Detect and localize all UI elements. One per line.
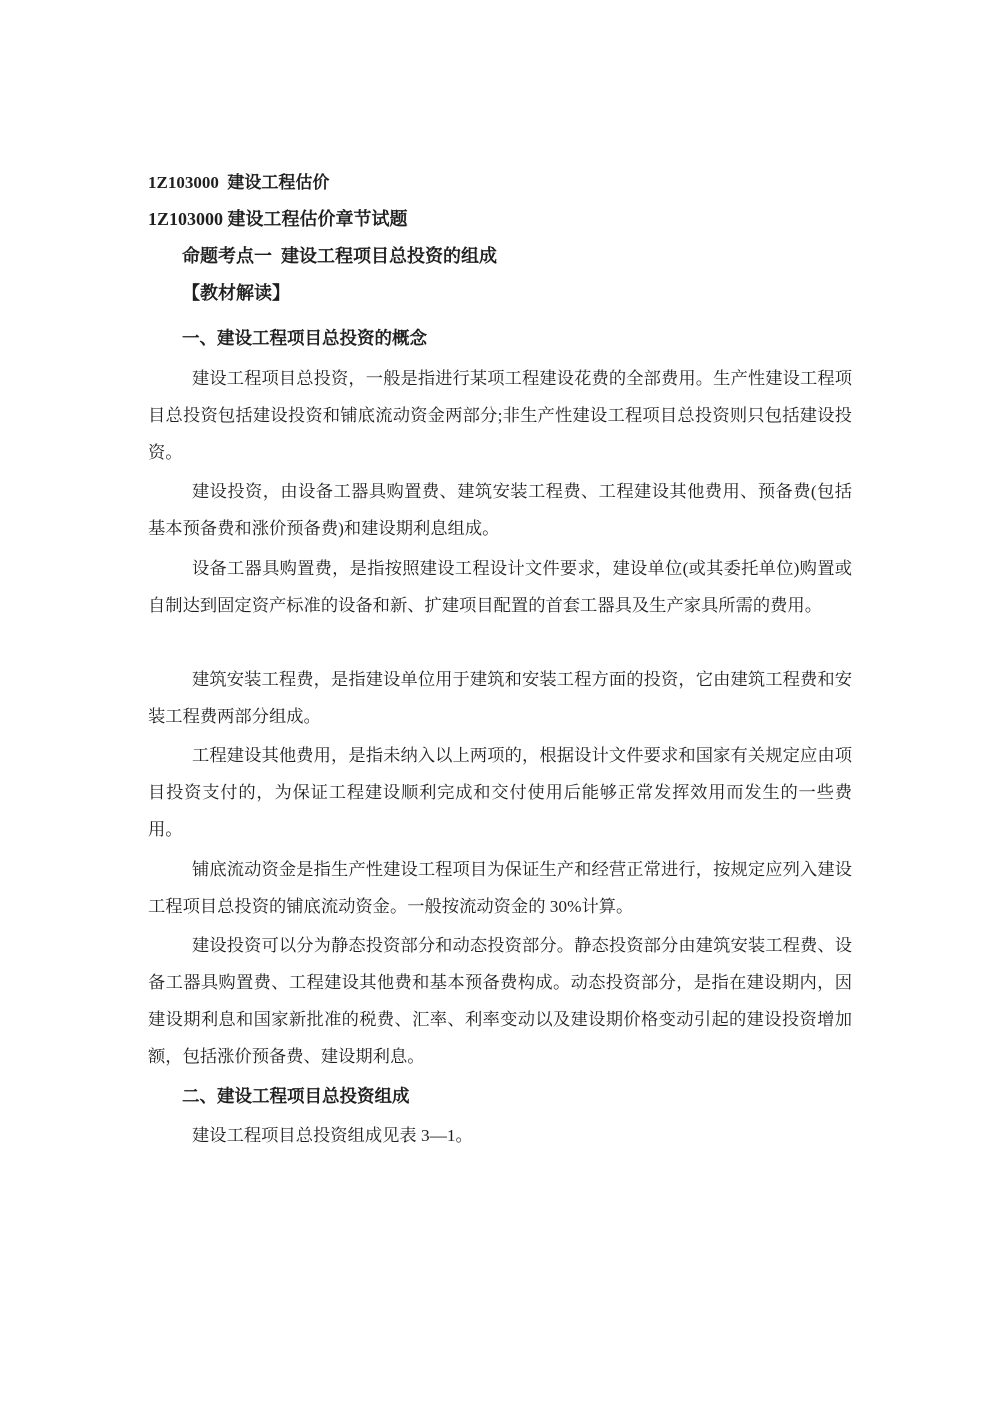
paragraph-total-investment-concept: 建设工程项目总投资，一般是指进行某项工程建设花费的全部费用。生产性建设工程项目总投资包括建设投资和铺底流动资金两部分;非生产性建设工程项目总投资则只包括建设投资。 [148,368,852,462]
section-1-concept-heading: 一、建设工程项目总投资的概念 [182,328,427,348]
paragraph-static-dynamic-investment: 建设投资可以分为静态投资部分和动态投资部分。静态投资部分由建筑安装工程费、设备工器具购置费、工程建设其他费和基本预备费构成。动态投资部分，是指在建设期内，因建设期利息和国家新批准的税费、汇率、利率变动以及建设期价格变动引起的建设投资增加额，包括涨价预备费、建设期利息。 [148,936,852,1066]
chapter-test-title: 1Z103000 建设工程估价章节试题 [148,209,408,229]
exam-point-1-heading: 命题考点一 建设工程项目总投资的组成 [182,246,497,266]
paragraph-construction-investment-composition: 建设投资，由设备工器具购置费、建筑安装工程费、工程建设其他费用、预备费(包括基本预备费和涨价预备费)和建设期利息组成。 [148,482,852,538]
paragraph-working-capital: 铺底流动资金是指生产性建设工程项目为保证生产和经营正常进行，按规定应列入建设工程项目总投资的铺底流动资金。一般按流动资金的 30%计算。 [148,859,852,916]
textbook-interpretation-label: 【教材解读】 [182,283,290,303]
blank-line [148,626,852,658]
section-2-composition-heading: 二、建设工程项目总投资组成 [182,1085,410,1106]
paragraph-see-table-3-1: 建设工程项目总投资组成见表 3—1。 [192,1126,473,1145]
paragraph-other-construction-costs: 工程建设其他费用，是指未纳入以上两项的，根据设计文件要求和国家有关规定应由项目投资支付的，为保证工程建设顺利完成和交付使用后能够正常发挥效用而发生的一些费用。 [148,746,852,839]
course-code-title: 1Z103000 建设工程估价 [148,173,330,192]
paragraph-equipment-tools-purchase-fee: 设备工器具购置费，是指按照建设工程设计文件要求，建设单位(或其委托单位)购置或自制达到固定资产标准的设备和新、扩建项目配置的首套工器具及生产家具所需的费用。 [148,558,852,615]
paragraph-construction-installation-fee: 建筑安装工程费，是指建设单位用于建筑和安装工程方面的投资，它由建筑工程费和安装工程费两部分组成。 [148,669,852,726]
